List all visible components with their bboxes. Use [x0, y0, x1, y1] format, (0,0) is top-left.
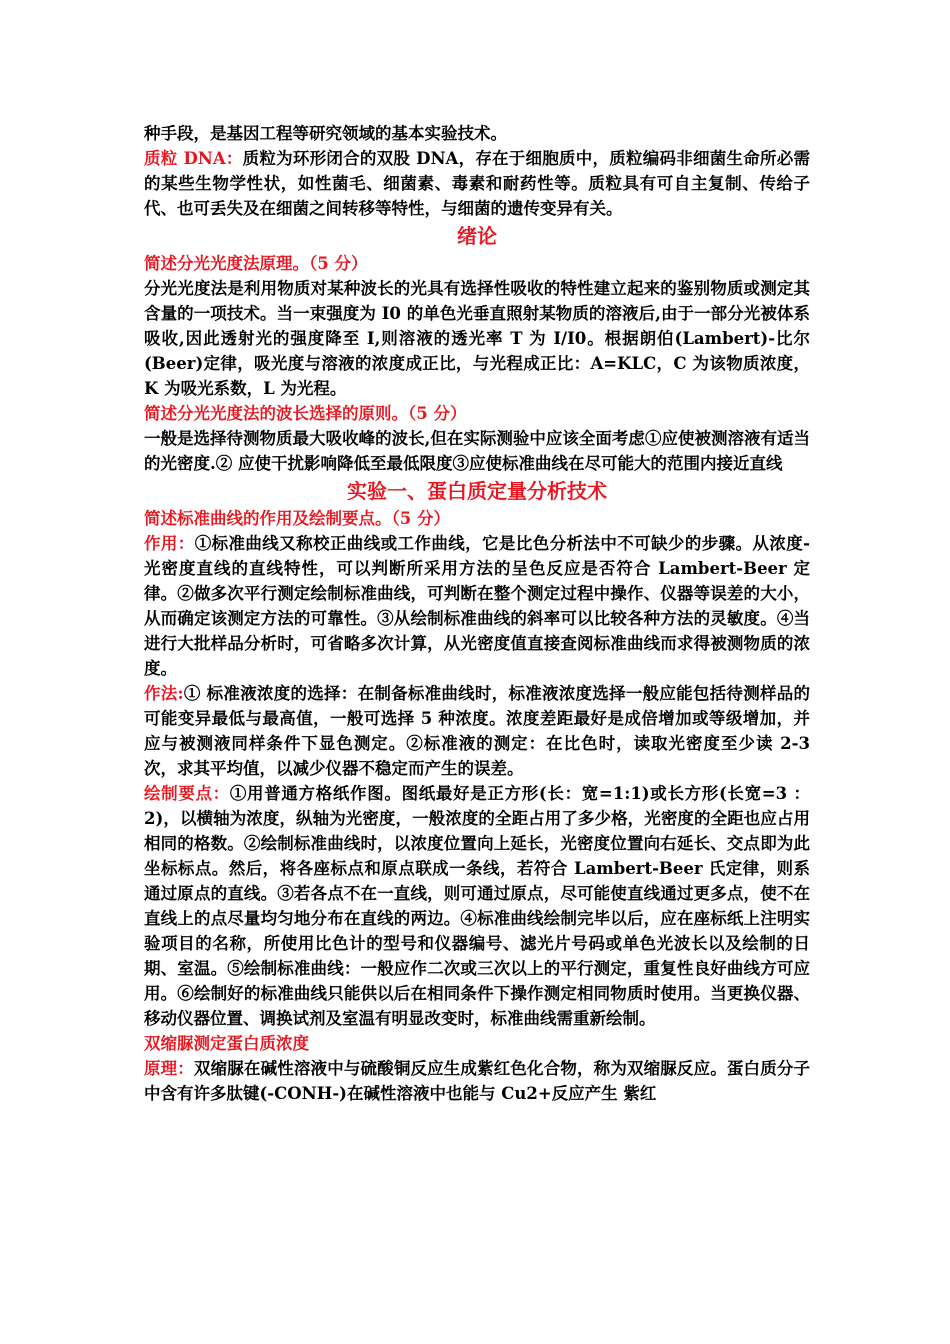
- plasmid-label: 质粒 DNA：: [144, 149, 243, 168]
- document-body: [144, 121, 810, 1106]
- method-text: ① 标准液浓度的选择：在制备标准曲线时，标准液浓度选择一般应能包括待测样品的可能变异最低与最高值，一般可选择 5 种浓度。浓度差距最好是成倍增加或等级增加，并应与被测液同样条件下显色测定。②标准液的测定：在比色时，读取光密度至少读 2-3 次，求其平均值，以减少仪器不稳定而产生的误差。: [144, 684, 810, 778]
- question-standard-curve: 简述标准曲线的作用及绘制要点。（5 分）: [144, 509, 450, 528]
- answer-spectrophotometry-principle: 分光光度法是利用物质对某种波长的光具有选择性吸收的特性建立起来的鉴别物质或测定其含量的一项技术。当一束强度为 I0 的单色光垂直照射某物质的溶液后,由于一部分光被体系吸收,因此透射光的强度降至 I,则溶液的透光率 T 为 I/I0。根据朗伯(Lambert)-比尔(Beer)定律，吸光度与溶液的浓度成正比，与光程成正比：A=KLC，C 为该物质浓度，K 为吸光系数，L 为光程。: [144, 279, 810, 398]
- answer-wavelength-selection: 一般是选择待测物质最大吸收峰的波长,但在实际测验中应该全面考虑①应使被测溶液有适当的光密度.② 应使干扰影响降低至最低限度③应使标准曲线在尽可能大的范围内接近直线: [144, 429, 810, 473]
- standard-curve-method-paragraph: [144, 681, 810, 781]
- standard-curve-points-paragraph: [144, 781, 810, 1031]
- question-biuret: 双缩脲测定蛋白质浓度: [144, 1034, 309, 1053]
- section-title-intro: 绪论: [457, 224, 497, 248]
- standard-curve-use-paragraph: [144, 531, 810, 681]
- question-spectrophotometry-principle: 简述分光光度法原理。（5 分）: [144, 254, 368, 273]
- principle-label: 原理：: [144, 1059, 194, 1078]
- section-title-experiment-1: 实验一、蛋白质定量分析技术: [347, 479, 607, 503]
- method-label: 作法:: [144, 684, 184, 703]
- intro-line: 种手段，是基因工程等研究领域的基本实验技术。: [144, 124, 507, 143]
- points-label: 绘制要点：: [144, 784, 230, 803]
- plasmid-paragraph: [144, 146, 810, 221]
- points-text: ①用普通方格纸作图。图纸最好是正方形(长：宽=1:1)或长方形(长宽=3 ：2)，以横轴为浓度，纵轴为光密度，一般浓度的全距占用了多少格，光密度的全距也应占用相同的格数。②绘制标准曲线时，以浓度位置向上延长，光密度位置向右延长、交点即为此坐标标点。然后，将各座标点和原点联成一条线，若符合 Lambert-Beer 氏定律，则系通过原点的直线。③若各点不在一直线，则可通过原点，尽可能使直线通过更多点，使不在直线上的点尽量均匀地分布在直线的两边。④标准曲线绘制完毕以后，应在座标纸上注明实验项目的名称，所使用比色计的型号和仪器编号、滤光片号码或单色光波长以及绘制的日期、室温。⑤绘制标准曲线：一般应作二次或三次以上的平行测定，重复性良好曲线方可应用。⑥绘制好的标准曲线只能供以后在相同条件下操作测定相同物质时使用。当更换仪器、移动仪器位置、调换试剂及室温有明显改变时，标准曲线需重新绘制。: [144, 784, 810, 1028]
- principle-text: 双缩脲在碱性溶液中与硫酸铜反应生成紫红色化合物，称为双缩脲反应。蛋白质分子中含有许多肽键(-CONH-)在碱性溶液中也能与 Cu2+反应产生 紫红: [144, 1059, 811, 1103]
- use-label: 作用：: [144, 534, 195, 553]
- plasmid-text: 质粒为环形闭合的双股 DNA，存在于细胞质中，质粒编码非细菌生命所必需的某些生物学性状，如性菌毛、细菌素、毒素和耐药性等。质粒具有可自主复制、传给子代、也可丢失及在细菌之间转移等特性，与细菌的遗传变异有关。: [144, 149, 811, 218]
- use-text: ①标准曲线又称校正曲线或工作曲线，它是比色分析法中不可缺少的步骤。从浓度-光密度直线的直线特性，可以判断所采用方法的呈色反应是否符合 Lambert-Beer 定律。②做多次平行测定绘制标准曲线，可判断在整个测定过程中操作、仪器等误差的大小，从而确定该测定方法的可靠性。③从绘制标准曲线的斜率可以比较各种方法的灵敏度。④当进行大批样品分析时，可省略多次计算，从光密度值直接查阅标准曲线而求得被测物质的浓度。: [144, 534, 810, 678]
- biuret-principle-paragraph: [144, 1056, 810, 1106]
- question-wavelength-selection: 简述分光光度法的波长选择的原则。（5 分）: [144, 404, 467, 423]
